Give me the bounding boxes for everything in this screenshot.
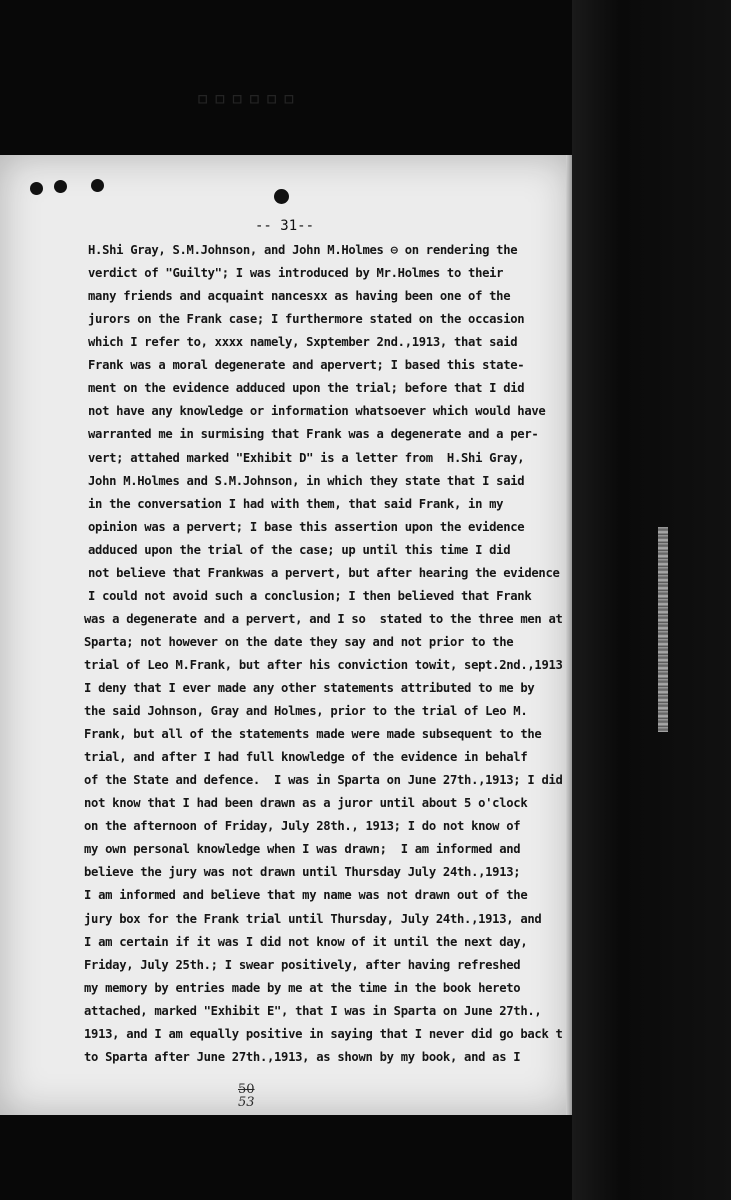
body-text <box>0 155 572 1115</box>
text-line: I could not avoid such a conclusion; I then believed that Frank <box>88 588 532 603</box>
text-line: on the afternoon of Friday, July 28th., 1913; I do not know of <box>84 819 521 834</box>
text-line: not know that I had been drawn as a juror until about 5 o'clock <box>84 796 528 811</box>
text-line: opinion was a pervert; I base this assertion upon the evidence <box>88 519 525 534</box>
text-line: I deny that I ever made any other statements attributed to me by <box>84 681 535 695</box>
text-line: verdict of "Guilty"; I was introduced by Mr.Holmes to their <box>88 266 504 280</box>
text-line: to Sparta after June 27th.,1913, as shown by my book, and as I <box>84 1049 521 1064</box>
text-line: I am informed and believe that my name was not drawn out of the <box>84 888 528 903</box>
footer-mark-top: 50 <box>238 1082 255 1097</box>
text-line: Sparta; not however on the date they say and not prior to the <box>84 634 514 649</box>
film-strip-artifact <box>658 527 668 732</box>
text-line: adduced upon the trial of the case; up until this time I did <box>88 542 511 557</box>
text-line: John M.Holmes and S.M.Johnson, in which they state that I said <box>88 473 525 488</box>
text-line: Frank, but all of the statements made were made subsequent to the <box>84 727 542 741</box>
text-line: vert; attahed marked "Exhibit D" is a letter from H.Shi Gray, <box>88 450 525 465</box>
text-line: jury box for the Frank trial until Thursday, July 24th.,1913, and <box>84 911 542 926</box>
typed-page <box>0 155 572 1115</box>
text-line: which I refer to, xxxx namely, Sxptember 2nd.,1913, that said <box>88 335 518 350</box>
text-line: my memory by entries made by me at the time in the book hereto <box>84 980 521 995</box>
text-line: ment on the evidence adduced upon the trial; before that I did <box>88 381 525 396</box>
text-line: trial of Leo M.Frank, but after his conviction towit, sept.2nd.,1913 <box>84 657 563 672</box>
footer-mark-bottom: 53 <box>238 1095 255 1110</box>
text-line: trial, and after I had full knowledge of the evidence in behalf <box>84 750 528 765</box>
page-number: -- 31-- <box>255 218 315 234</box>
text-line: jurors on the Frank case; I furthermore stated on the occasion <box>88 312 525 327</box>
text-line: warranted me in surmising that Frank was a degenerate and a per- <box>88 427 539 442</box>
text-line: my own personal knowledge when I was drawn; I am informed and <box>84 842 521 857</box>
text-line: many friends and acquaint nancesxx as having been one of the <box>88 289 511 304</box>
text-line: the said Johnson, Gray and Holmes, prior to the trial of Leo M. <box>84 704 528 718</box>
text-line: was a degenerate and a pervert, and I so stated to the three men at <box>84 611 563 626</box>
text-line: attached, marked "Exhibit E", that I was in Sparta on June 27th., <box>84 1003 542 1018</box>
text-line: not believe that Frankwas a pervert, but after hearing the evidence <box>88 565 560 580</box>
handwritten-page-mark <box>238 1083 255 1109</box>
text-line: Frank was a moral degenerate and apervert; I based this state- <box>88 358 525 373</box>
archive-stamp: ▫▫▫▫▫▫ <box>196 86 300 111</box>
text-line: I am certain if it was I did not know of it until the next day, <box>84 934 528 949</box>
text-line: believe the jury was not drawn until Thursday July 24th.,1913; <box>84 865 521 880</box>
text-line: 1913, and I am equally positive in saying that I never did go back t <box>84 1026 563 1041</box>
text-line: Friday, July 25th.; I swear positively, after having refreshed <box>84 957 521 972</box>
text-line: in the conversation I had with them, that said Frank, in my <box>88 496 504 511</box>
dark-margin <box>572 0 731 1200</box>
text-line: not have any knowledge or information whatsoever which would have <box>88 404 546 419</box>
text-line: of the State and defence. I was in Sparta on June 27th.,1913; I did <box>84 773 563 788</box>
text-line: H.Shi Gray, S.M.Johnson, and John M.Holmes ⊖ on rendering the <box>88 243 518 257</box>
